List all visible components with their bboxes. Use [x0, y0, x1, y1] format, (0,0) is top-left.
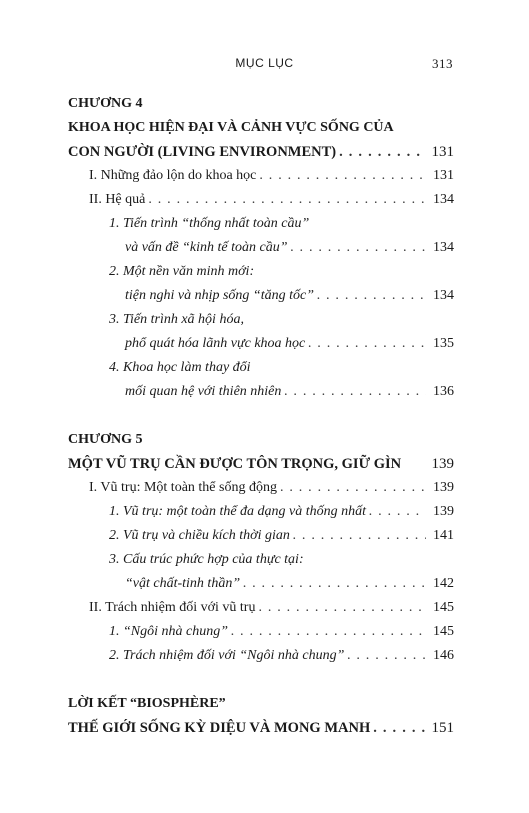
toc-entry[interactable]	[68, 332, 454, 356]
entry-text-line2: và vấn đề “kinh tế toàn cầu”	[125, 240, 288, 255]
entry-text: II. Trách nhiệm đối với vũ trụ	[89, 600, 256, 615]
entry-text: 1. “Ngôi nhà chung”	[109, 624, 229, 639]
dot-leader	[373, 716, 426, 740]
dot-leader	[339, 140, 426, 164]
toc-entry[interactable]	[68, 380, 454, 404]
toc-entry[interactable]	[68, 284, 454, 308]
chapter-5-label: CHƯƠNG 5	[68, 432, 143, 447]
entry-page: 139	[431, 456, 454, 472]
dot-leader	[258, 596, 426, 620]
toc-entry[interactable]	[68, 572, 454, 596]
entry-page: 134	[433, 192, 454, 207]
entry-text-line1: 1. Tiến trình “thống nhất toàn cầu”	[109, 216, 310, 231]
entry-text: 2. Vũ trụ và chiều kích thời gian	[109, 528, 290, 543]
epilogue-title: THẾ GIỚI SỐNG KỲ DIỆU VÀ MONG MANH	[68, 720, 371, 736]
entry-page: 131	[431, 144, 454, 160]
entry-page: 139	[433, 504, 454, 519]
epilogue-title-entry[interactable]	[68, 716, 454, 740]
toc-entry[interactable]	[68, 236, 454, 260]
entry-page: 134	[433, 240, 454, 255]
toc-entry[interactable]	[68, 644, 454, 668]
entry-text-line1: 4. Khoa học làm thay đổi	[109, 360, 251, 375]
dot-leader	[317, 284, 426, 308]
entry-page: 134	[433, 288, 454, 303]
chapter-4-title-line1: KHOA HỌC HIỆN ĐẠI VÀ CẢNH VỰC SỐNG CỦA	[68, 120, 394, 135]
toc-entry[interactable]	[68, 476, 454, 500]
chapter-5-title: MỘT VŨ TRỤ CẦN ĐƯỢC TÔN TRỌNG, GIỮ GÌN	[68, 456, 402, 472]
entry-text-line1: 2. Một nền văn minh mới:	[109, 264, 255, 279]
chapter-5-title-entry[interactable]	[68, 452, 454, 476]
entry-text-line2: tiện nghi và nhịp sống “tăng tốc”	[125, 288, 314, 303]
section-gap	[68, 668, 454, 692]
dot-leader	[259, 164, 426, 188]
entry-page: 146	[433, 648, 454, 663]
toc-entry[interactable]	[68, 164, 454, 188]
epilogue-label: LỜI KẾT “BIOSPHÈRE”	[68, 696, 226, 711]
entry-text: 2. Trách nhiệm đối với “Ngôi nhà chung”	[109, 648, 345, 663]
entry-text-line2: mối quan hệ với thiên nhiên	[125, 384, 282, 399]
entry-page: 142	[433, 576, 454, 591]
entry-page: 151	[431, 720, 454, 736]
dot-leader	[308, 332, 426, 356]
toc-entry[interactable]	[68, 188, 454, 212]
dot-leader	[347, 644, 426, 668]
page-number: 313	[432, 56, 453, 71]
entry-page: 141	[433, 528, 454, 543]
chapter-4-title-entry[interactable]	[68, 140, 454, 164]
dot-leader	[243, 572, 426, 596]
dot-leader	[284, 380, 426, 404]
entry-page: 136	[433, 384, 454, 399]
dot-leader	[231, 620, 426, 644]
entry-page: 135	[433, 336, 454, 351]
entry-page: 145	[433, 600, 454, 615]
chapter-4-label: CHƯƠNG 4	[68, 96, 143, 111]
entry-page: 131	[433, 168, 454, 183]
chapter-4-title-line2: CON NGƯỜI (LIVING ENVIRONMENT)	[68, 144, 337, 160]
dot-leader	[293, 524, 426, 548]
toc-entry[interactable]	[68, 620, 454, 644]
entry-page: 139	[433, 480, 454, 495]
section-gap	[68, 404, 454, 428]
dot-leader	[291, 236, 426, 260]
entry-text: I. Những đảo lộn do khoa học	[89, 168, 257, 183]
toc-entry[interactable]	[68, 500, 454, 524]
toc-entry[interactable]	[68, 524, 454, 548]
entry-text: I. Vũ trụ: Một toàn thể sống động	[89, 480, 277, 495]
running-head-title: MỤC LỤC	[235, 56, 294, 70]
entry-text-line2: phổ quát hóa lãnh vực khoa học	[125, 336, 306, 351]
entry-text-line2: “vật chất-tinh thần”	[125, 576, 241, 591]
entry-text: 1. Vũ trụ: một toàn thể đa dạng và thống nhất	[109, 504, 367, 519]
dot-leader	[369, 500, 426, 524]
dot-leader	[148, 188, 426, 212]
entry-page: 145	[433, 624, 454, 639]
entry-text-line1: 3. Tiến trình xã hội hóa,	[109, 312, 244, 327]
entry-text-line1: 3. Cấu trúc phức hợp của thực tại:	[109, 552, 304, 567]
toc-entry[interactable]	[68, 596, 454, 620]
table-of-contents	[68, 92, 454, 740]
entry-text: II. Hệ quả	[89, 192, 146, 207]
dot-leader	[280, 476, 426, 500]
